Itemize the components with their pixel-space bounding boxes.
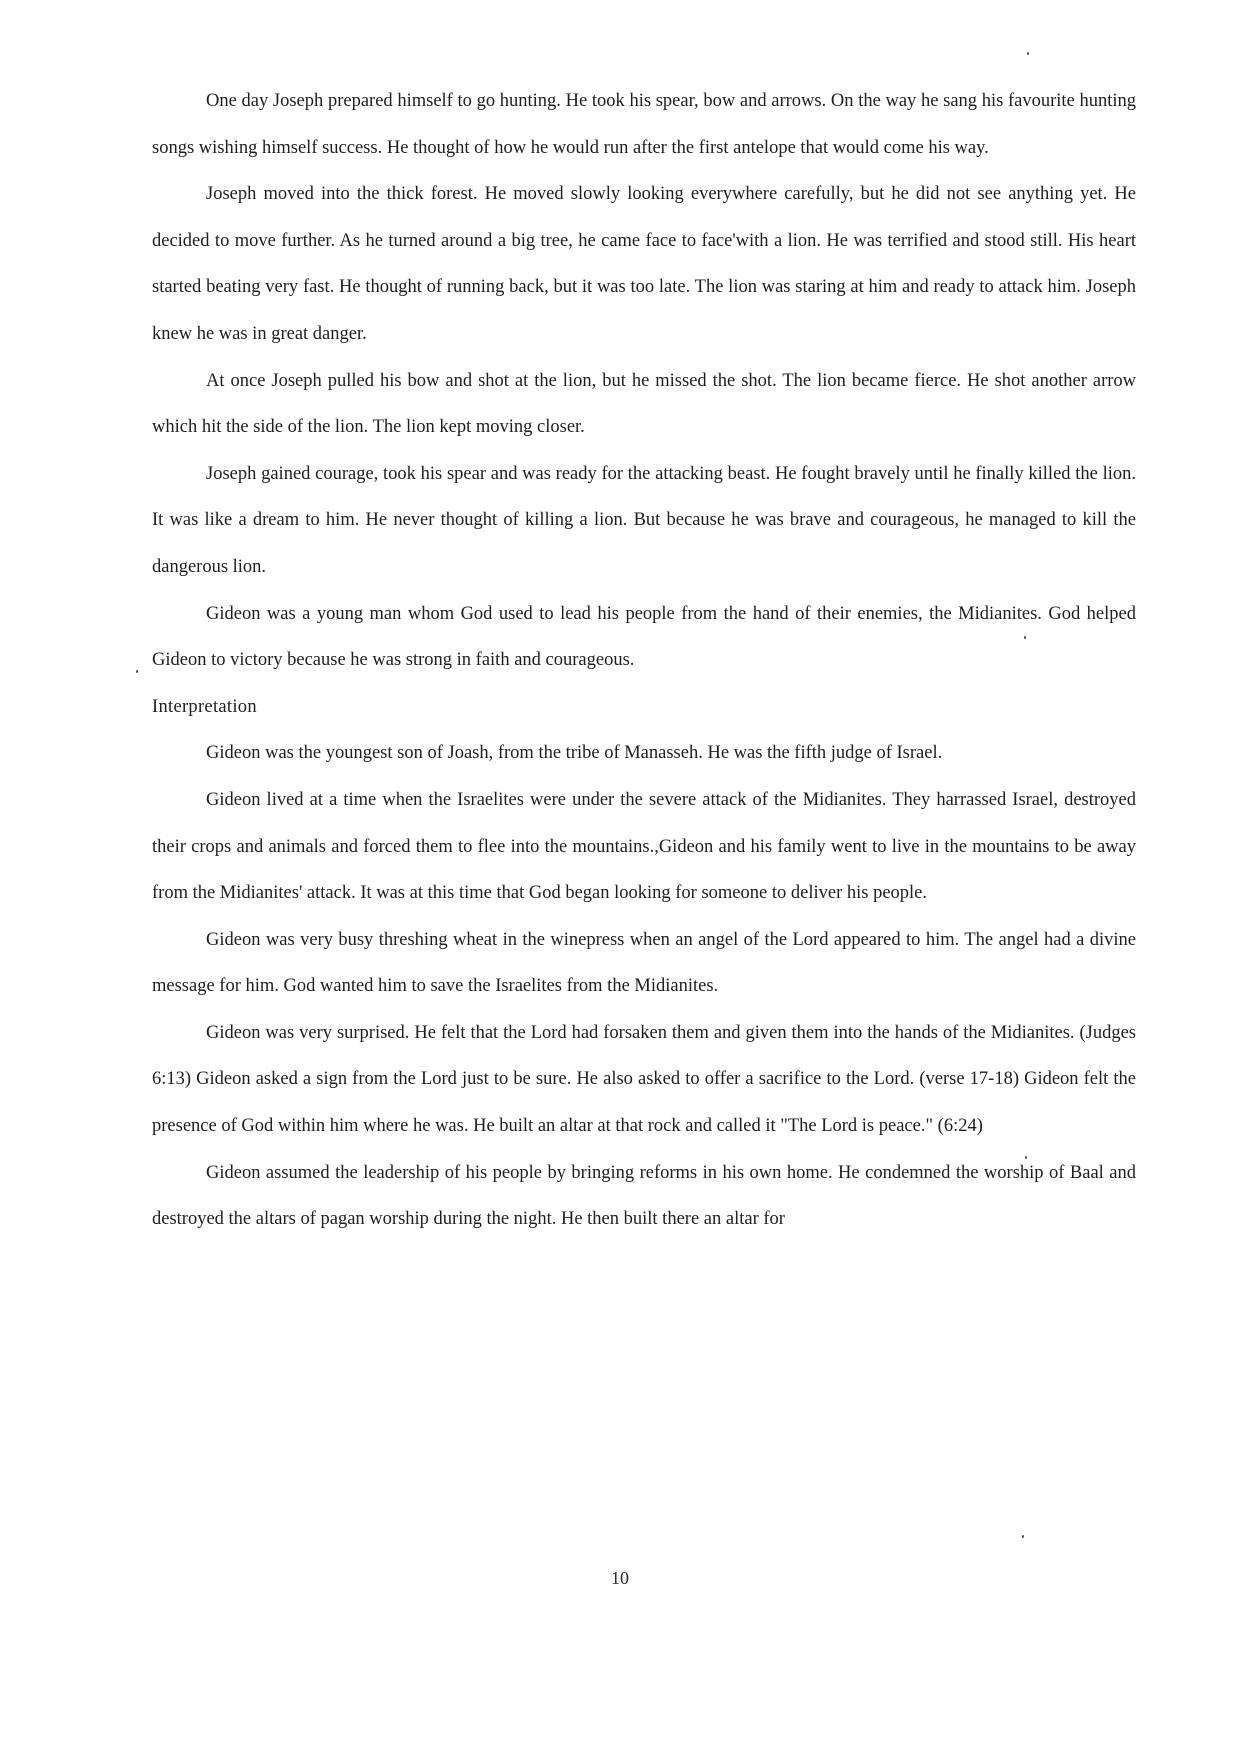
paragraph-gideon-midianites: Gideon lived at a time when the Israelites were under the severe attack of the Midianites. They harrassed Israel, destroyed their crops and animals and forced them to flee into the mountains.,Gideon and his family went to live in the mountains to be away from the Midianites' attack. It was at this time that God began looking for someone to deliver his people. xyxy=(152,789,1136,904)
page-body xyxy=(152,78,1136,1243)
scan-speck xyxy=(1027,52,1029,55)
paragraph-joseph-forest: Joseph moved into the thick forest. He moved slowly looking everywhere carefully, but he did not see anything yet. He decided to move further. As he turned around a big tree, he came face to face'with a lion. He was terrified and stood still. His heart started beating very fast. He thought of running back, but it was too late. The lion was staring at him and ready to attack him. Joseph knew he was in great danger. xyxy=(152,184,1136,344)
scan-speck xyxy=(1022,1535,1024,1538)
paragraph-gideon-intro: Gideon was a young man whom God used to lead his people from the hand of their enemies, the Midianites. God helped Gideon to victory because he was strong in faith and courageous. xyxy=(152,603,1136,671)
scan-speck xyxy=(136,670,138,673)
page-number: 10 xyxy=(611,1568,629,1588)
paragraph-joseph-hunting: One day Joseph prepared himself to go hunting. He took his spear, bow and arrows. On the way he sang his favourite hunting songs wishing himself success. He thought of how he would run after the first antelope that would come his way. xyxy=(152,91,1136,158)
scan-speck xyxy=(1024,636,1026,639)
paragraph-gideon-sign: Gideon was very surprised. He felt that the Lord had forsaken them and given them into the hands of the Midianites. (Judges 6:13) Gideon asked a sign from the Lord just to be sure. He also asked to offer a sacrifice to the Lord. (verse 17-18) Gideon felt the presence of God within him where he was. He built an altar at that rock and called it "The Lord is peace." (6:24) xyxy=(152,1022,1136,1137)
paragraph-gideon-son: Gideon was the youngest son of Joash, from the tribe of Manasseh. He was the fifth judge of Israel. xyxy=(206,743,943,764)
scan-speck xyxy=(1025,1156,1027,1159)
paragraph-gideon-leadership: Gideon assumed the leadership of his people by bringing reforms in his own home. He condemned the worship of Baal and destroyed the altars of pagan worship during the night. He then built there an altar for xyxy=(152,1162,1136,1230)
paragraph-gideon-angel: Gideon was very busy threshing wheat in the winepress when an angel of the Lord appeared to him. The angel had a divine message for him. God wanted him to save the Israelites from the Midianites. xyxy=(152,929,1136,997)
section-heading-interpretation: Interpretation xyxy=(152,696,257,717)
paragraph-joseph-spear: Joseph gained courage, took his spear and was ready for the attacking beast. He fought bravely until he finally killed the lion. It was like a dream to him. He never thought of killing a lion. But because he was brave and courageous, he managed to kill the dangerous lion. xyxy=(152,463,1136,577)
paragraph-joseph-bow: At once Joseph pulled his bow and shot at the lion, but he missed the shot. The lion became fierce. He shot another arrow which hit the side of the lion. The lion kept moving closer. xyxy=(152,370,1136,438)
